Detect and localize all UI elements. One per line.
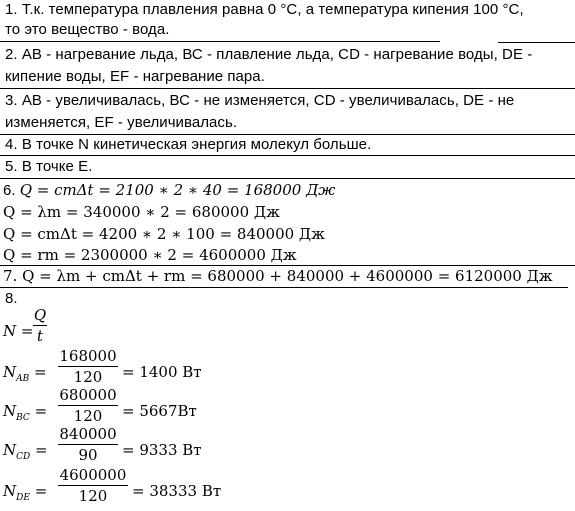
power-cd-denominator: 90 — [78, 446, 98, 464]
power-de-symbol: N — [3, 482, 17, 500]
power-bc-bar — [58, 405, 118, 406]
answer-3-line-1: 3. АВ - увеличивалась, ВС - не изменяется, CD - увеличивалась, DE - не — [5, 92, 515, 109]
power-ab-bar — [58, 366, 118, 367]
calc-6-row-4: Q = rm = 2300000 ∗ 2 = 4600000 Дж — [3, 246, 297, 264]
calc-8-number: 8. — [5, 290, 18, 307]
formula-denominator: t — [36, 327, 44, 345]
answer-2-line-2: кипение воды, EF - нагревание пара. — [5, 68, 265, 85]
divider-6 — [0, 265, 575, 266]
calc-6-number: 6. — [3, 182, 20, 199]
power-ab-subscript: AB — [16, 374, 30, 384]
power-ab-fraction — [58, 347, 118, 386]
formula-numerator: Q — [33, 306, 47, 324]
power-ab-numerator: 168000 — [59, 347, 117, 365]
formula-lhs-symbol: N — [3, 322, 17, 340]
answer-5: 5. В точке Е. — [5, 158, 93, 175]
power-bc-fraction — [58, 386, 118, 425]
power-ab-symbol: N — [3, 363, 17, 381]
answer-2-line-1: 2. АВ - нагревание льда, ВС - плавление льда, CD - нагревание воды, DE - — [5, 46, 533, 63]
power-de-bar — [58, 485, 128, 486]
divider-1b — [498, 42, 575, 43]
power-bc-symbol: N — [3, 402, 17, 420]
power-de-numerator: 4600000 — [59, 466, 127, 484]
power-bc-result: = 5667Вт — [122, 402, 197, 420]
divider-3 — [0, 134, 575, 135]
answer-4: 4. В точке N кинетическая энергия молекул больше. — [5, 136, 372, 153]
power-bc-denominator: 120 — [73, 407, 103, 425]
power-cd-subscript: CD — [16, 452, 31, 462]
calc-6-row-3: Q = cmΔt = 4200 ∗ 2 ∗ 100 = 840000 Дж — [3, 225, 325, 243]
formula-fraction-bar — [33, 325, 47, 326]
power-cd-bar — [58, 444, 118, 445]
power-ab-result: = 1400 Вт — [122, 363, 202, 381]
power-ab-denominator: 120 — [73, 368, 103, 386]
divider-1 — [0, 41, 440, 42]
formula-equals: = — [20, 322, 34, 340]
answer-1-line-2: то это вещество - вода. — [5, 21, 170, 38]
power-ab-lhs: $N_{AB}$ = — [3, 363, 47, 384]
power-de-result: = 38333 Вт — [132, 482, 222, 500]
calc-7-row: 7. Q = λm + cmΔt + rm = 680000 + 840000 + 4600000 = 6120000 Дж — [3, 267, 553, 285]
power-cd-numerator: 840000 — [59, 425, 117, 443]
power-cd-lhs: $N_{CD}$ = — [3, 441, 48, 462]
calc-6-row-1 — [3, 181, 335, 200]
power-bc-lhs: $N_{BC}$ = — [3, 402, 48, 423]
divider-5 — [0, 178, 575, 179]
power-cd-fraction — [58, 425, 118, 464]
power-de-subscript: DE — [16, 493, 30, 503]
power-de-lhs: $N_{DE}$ = — [3, 482, 48, 503]
power-de-denominator: 120 — [78, 487, 108, 505]
power-cd-symbol: N — [3, 441, 17, 459]
answer-1-line-1: 1. Т.к. температура плавления равна 0 °С, а температура кипения 100 °С, — [5, 1, 524, 18]
formula-lhs — [3, 322, 33, 340]
divider-4 — [0, 155, 575, 156]
divider-7 — [0, 287, 568, 288]
formula-fraction — [33, 306, 47, 345]
power-cd-result: = 9333 Вт — [122, 441, 202, 459]
answer-3-line-2: изменяется, EF - увеличивалась. — [5, 114, 238, 131]
power-de-fraction — [58, 466, 128, 505]
calc-6-row-2: Q = λm = 340000 ∗ 2 = 680000 Дж — [3, 203, 280, 221]
power-bc-subscript: BC — [16, 413, 30, 423]
power-bc-numerator: 680000 — [59, 386, 117, 404]
calc-6-row-1-text: Q = cmΔt = 2100 ∗ 2 ∗ 40 = 168000 Дж — [19, 181, 336, 199]
divider-2 — [0, 88, 575, 89]
